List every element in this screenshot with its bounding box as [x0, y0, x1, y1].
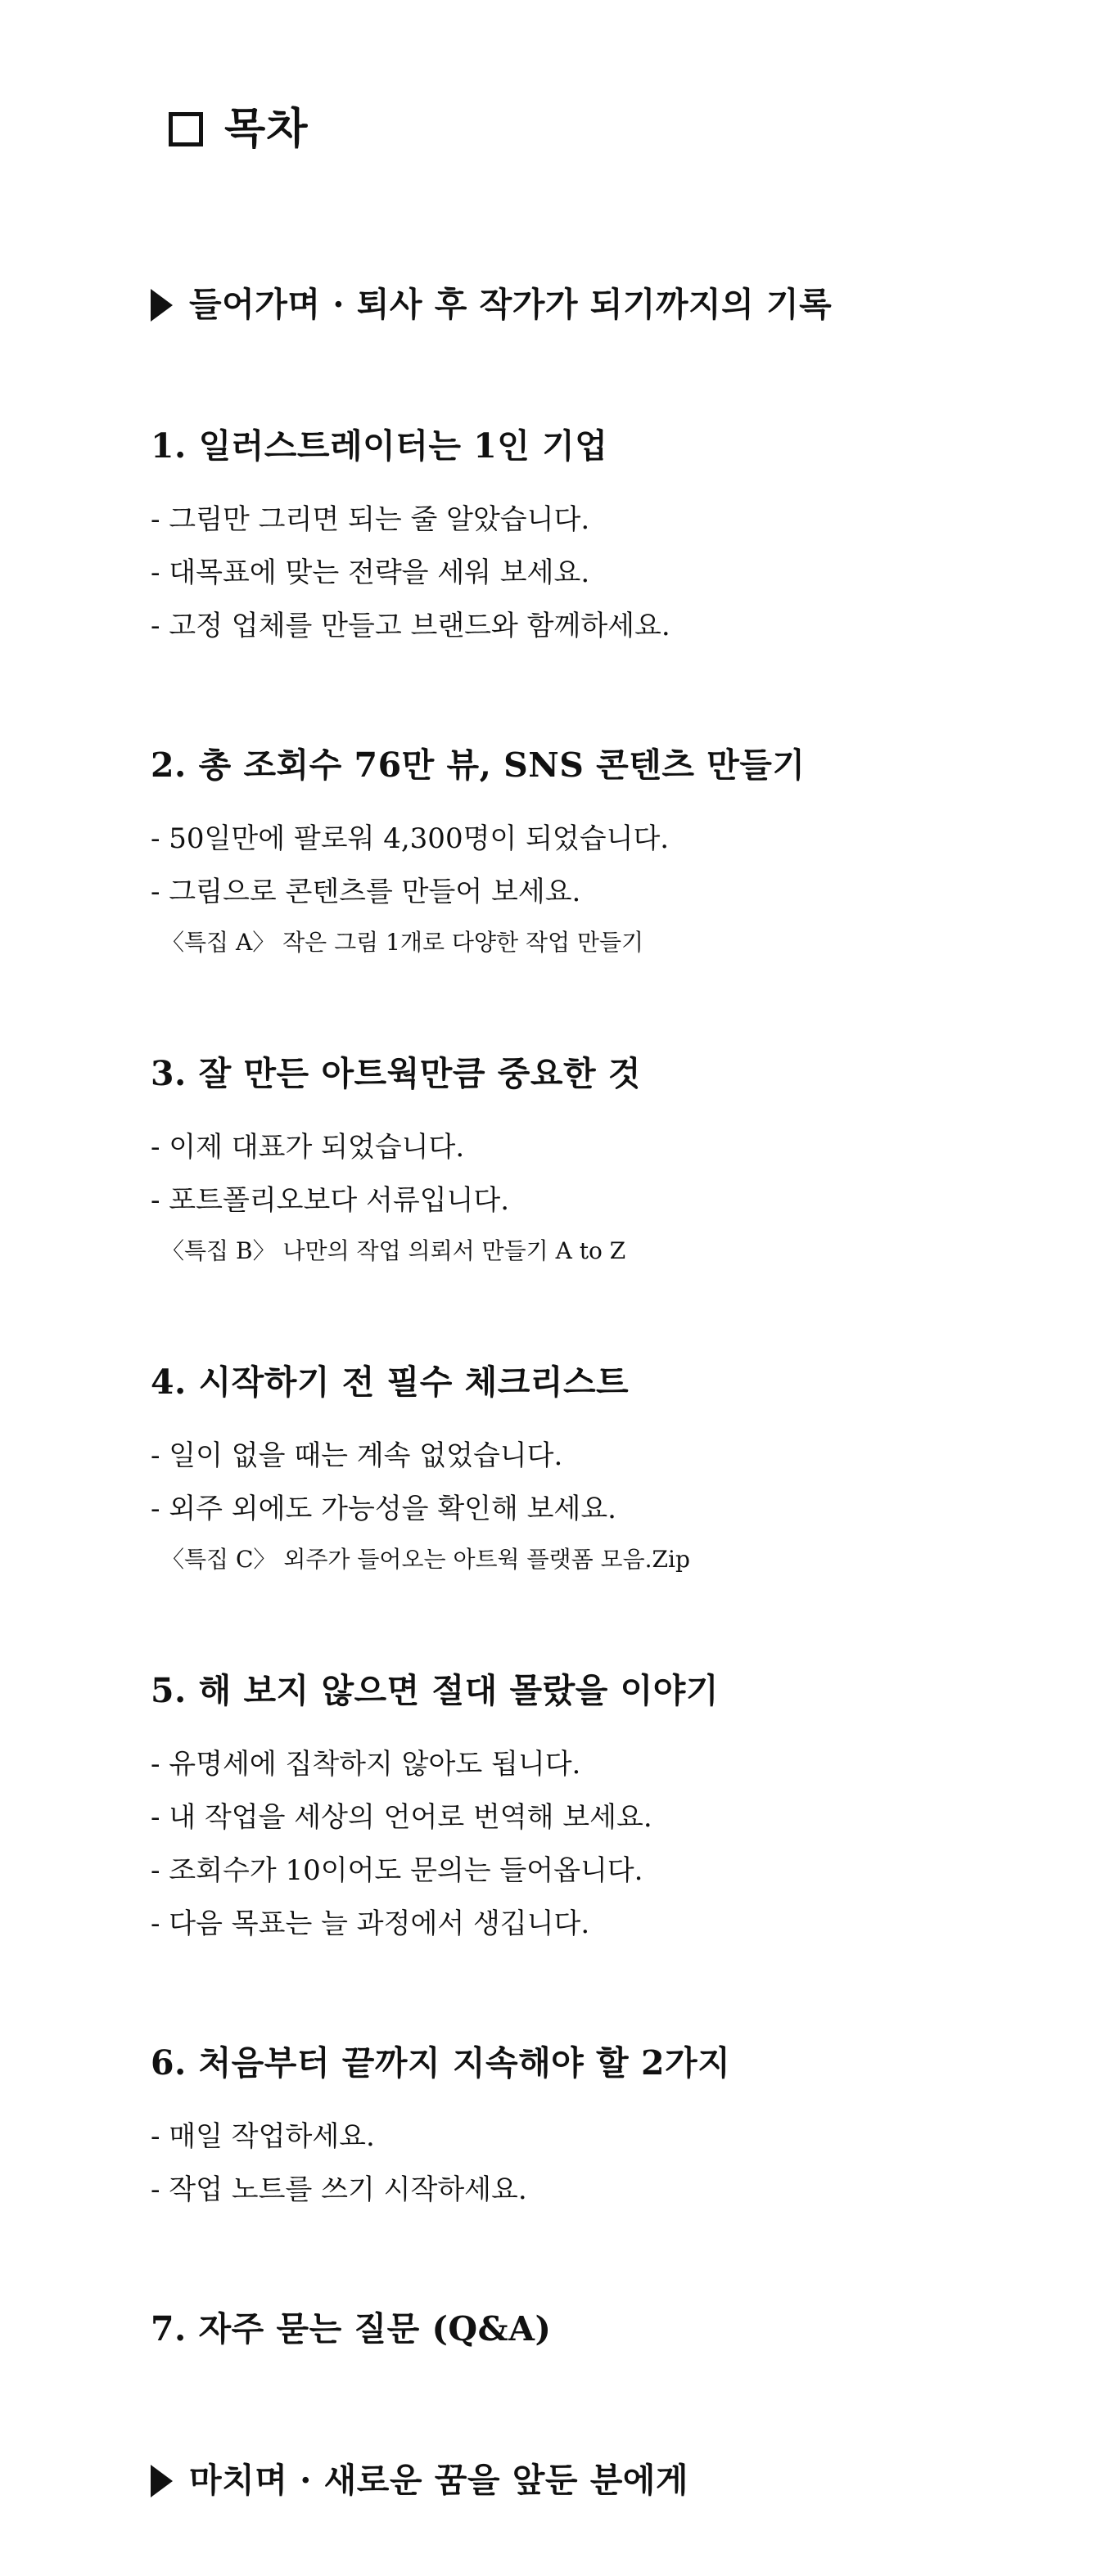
section-heading: 4. 시작하기 전 필수 체크리스트 [151, 1362, 630, 1402]
toc-item: - 유명세에 집착하지 않아도 됩니다. [151, 1748, 581, 1781]
square-icon [169, 112, 203, 146]
toc-section-2 [151, 743, 1048, 961]
section-heading: 7. 자주 묻는 질문 (Q&A) [151, 2309, 552, 2349]
toc-section-7 [151, 2307, 1048, 2352]
toc-special-item: 〈특집 A〉 작은 그림 1개로 다양한 작업 만들기 [161, 929, 644, 956]
toc-item: - 대목표에 맞는 전략을 세워 보세요. [151, 556, 590, 589]
outro-text: 마치며 · 새로운 꿈을 앞둔 분에게 [189, 2461, 689, 2500]
section-heading: 1. 일러스트레이터는 1인 기업 [151, 426, 608, 466]
section-heading: 6. 처음부터 끝까지 지속해야 할 2가지 [151, 2043, 731, 2083]
section-heading: 2. 총 조회수 76만 뷰, SNS 콘텐츠 만들기 [151, 745, 806, 785]
section-items [151, 1430, 1048, 1536]
toc-section-6 [151, 2041, 1048, 2217]
page-title-text: 목차 [224, 104, 309, 154]
page-title [169, 105, 1048, 154]
toc-item: - 조회수가 10이어도 문의는 들어옵니다. [151, 1854, 643, 1887]
toc-item: - 내 작업을 세상의 언어로 번역해 보세요. [151, 1801, 652, 1834]
outro-line [151, 2458, 1048, 2503]
toc-item: - 작업 노트를 쓰기 시작하세요. [151, 2173, 527, 2206]
toc-item: - 이제 대표가 되었습니다. [151, 1131, 465, 1164]
section-items [151, 1738, 1048, 1951]
toc-item: - 외주 외에도 가능성을 확인해 보세요. [151, 1493, 616, 1525]
toc-item: - 고정 업체를 만들고 브랜드와 함께하세요. [151, 610, 670, 642]
intro-text: 들어가며 · 퇴사 후 작가가 되기까지의 기록 [189, 285, 833, 324]
section-items [151, 493, 1048, 653]
toc-item: - 그림만 그리면 되는 줄 알았습니다. [151, 503, 590, 536]
toc-special-item: 〈특집 B〉 나만의 작업 의뢰서 만들기 A to Z [161, 1237, 626, 1264]
toc-section-5 [151, 1669, 1048, 1951]
triangle-icon [151, 289, 173, 322]
toc-item: - 그림으로 콘텐츠를 만들어 보세요. [151, 876, 581, 908]
section-heading: 3. 잘 만든 아트웍만큼 중요한 것 [151, 1054, 641, 1093]
toc-item: - 매일 작업하세요. [151, 2120, 375, 2153]
toc-special-item: 〈특집 C〉 외주가 들어오는 아트웍 플랫폼 모음.Zip [161, 1546, 690, 1573]
section-heading: 5. 해 보지 않으면 절대 몰랐을 이야기 [151, 1671, 719, 1710]
section-items [151, 813, 1048, 919]
toc-item: - 50일만에 팔로워 4,300명이 되었습니다. [151, 822, 670, 855]
toc-section-4 [151, 1360, 1048, 1578]
triangle-icon [151, 2465, 173, 2497]
toc-sections [151, 424, 1048, 2352]
toc-item: - 일이 없을 때는 계속 없었습니다. [151, 1439, 563, 1472]
section-items [151, 1121, 1048, 1227]
toc-section-1 [151, 424, 1048, 653]
section-items [151, 2110, 1048, 2217]
intro-line [151, 282, 1048, 327]
toc-item: - 포트폴리오보다 서류입니다. [151, 1184, 510, 1217]
toc-item: - 다음 목표는 늘 과정에서 생깁니다. [151, 1907, 590, 1940]
toc-section-3 [151, 1052, 1048, 1270]
